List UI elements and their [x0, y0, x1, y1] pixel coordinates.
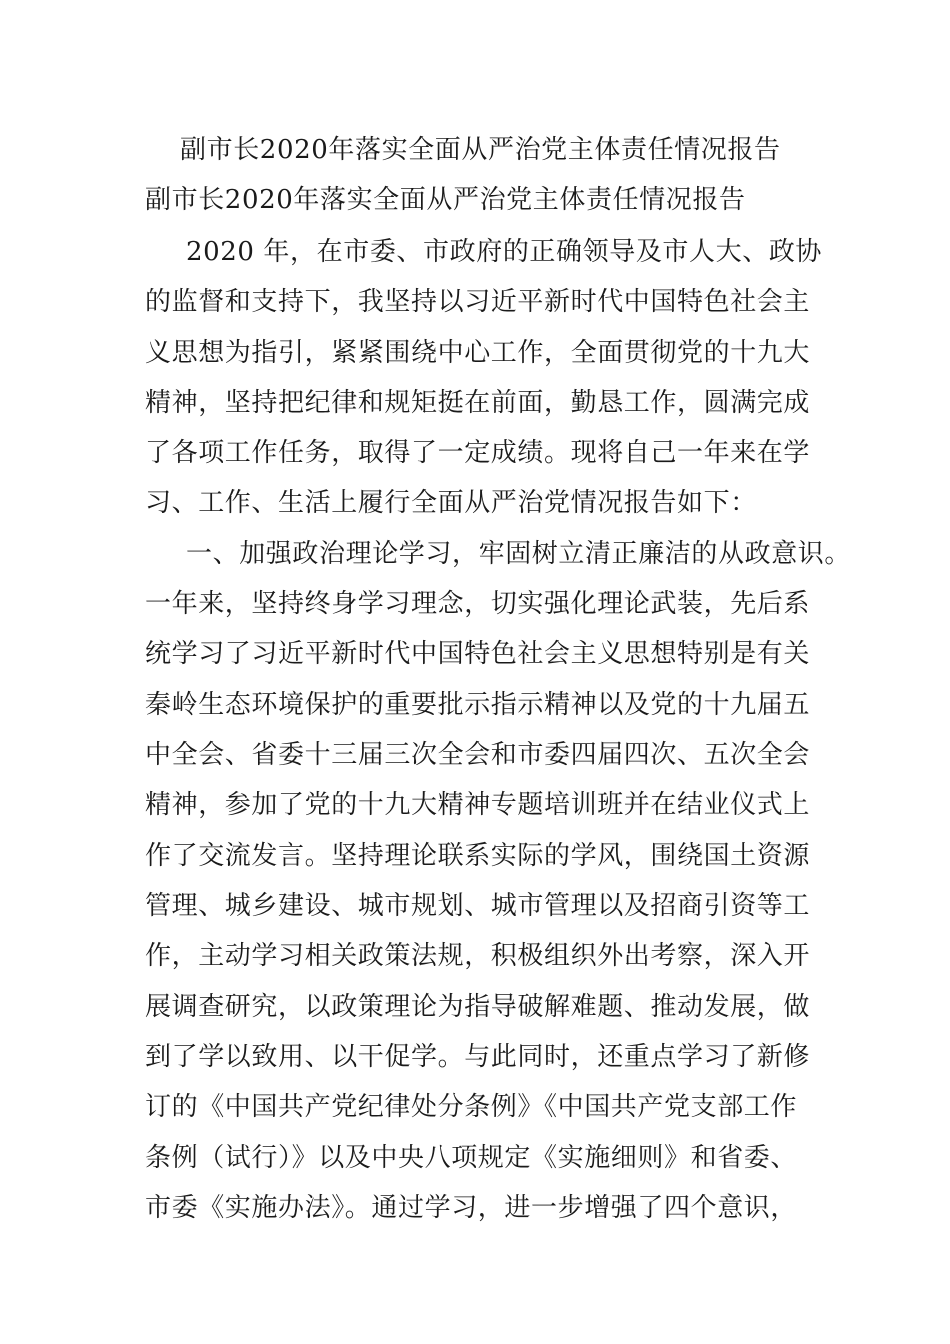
paragraph-line: 2020 年，在市委、市政府的正确领导及市人大、政协	[186, 237, 823, 267]
paragraph-line: 订的《中国共产党纪律处分条例》《中国共产党支部工作	[145, 1092, 798, 1122]
paragraph-line: 中全会、省委十三届三次全会和市委四届四次、五次全会	[145, 740, 811, 770]
paragraph-line: 到了学以致用、以干促学。与此同时，还重点学习了新修	[145, 1042, 811, 1072]
document-title: 副市长2020年落实全面从严治党主体责任情况报告	[180, 135, 781, 165]
paragraph-line: 一年来，坚持终身学习理念，切实强化理论武装，先后系	[145, 589, 811, 619]
section-heading-line: 一、加强政治理论学习，牢固树立清正廉洁的从政意识。	[186, 539, 852, 569]
paragraph-line: 精神，参加了党的十九大精神专题培训班并在结业仪式上	[145, 790, 811, 820]
paragraph-line: 秦岭生态环境保护的重要批示指示精神以及党的十九届五	[145, 690, 811, 720]
document-subtitle: 副市长2020年落实全面从严治党主体责任情况报告	[145, 185, 746, 215]
paragraph-line: 条例（试行）》以及中央八项规定《实施细则》和省委、	[145, 1143, 798, 1173]
paragraph-line: 统学习了习近平新时代中国特色社会主义思想特别是有关	[145, 639, 811, 669]
paragraph-line: 作了交流发言。坚持理论联系实际的学风，围绕国土资源	[145, 841, 811, 871]
paragraph-line: 市委《实施办法》。通过学习，进一步增强了四个意识，	[145, 1193, 798, 1223]
paragraph-line: 作，主动学习相关政策法规，积极组织外出考察，深入开	[145, 941, 811, 971]
paragraph-line: 的监督和支持下，我坚持以习近平新时代中国特色社会主	[145, 287, 811, 317]
paragraph-line: 展调查研究，以政策理论为指导破解难题、推动发展，做	[145, 992, 811, 1022]
paragraph-line: 管理、城乡建设、城市规划、城市管理以及招商引资等工	[145, 891, 811, 921]
paragraph-line: 精神，坚持把纪律和规矩挺在前面，勤恳工作，圆满完成	[145, 388, 811, 418]
paragraph-line: 了各项工作任务，取得了一定成绩。现将自己一年来在学	[145, 438, 811, 468]
paragraph-line: 义思想为指引，紧紧围绕中心工作，全面贯彻党的十九大	[145, 338, 811, 368]
paragraph-line: 习、工作、生活上履行全面从严治党情况报告如下：	[145, 488, 757, 518]
